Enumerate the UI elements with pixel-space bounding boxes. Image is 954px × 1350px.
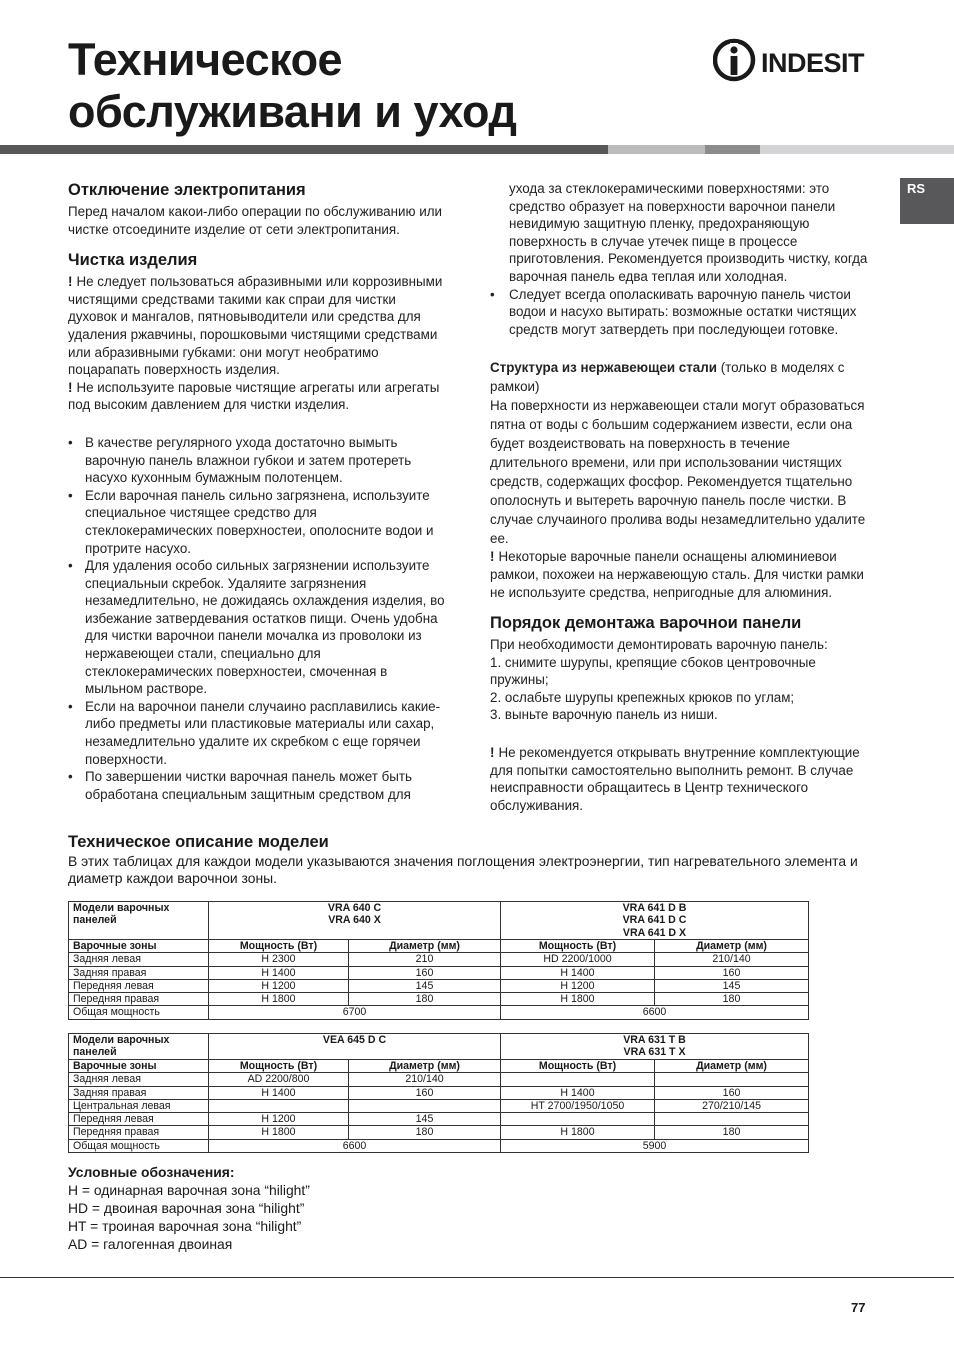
language-tab: RS xyxy=(900,178,954,224)
cleaning-list-continued xyxy=(490,180,868,338)
list-item: • Если на варочнои панели случаино расплавились какие-либо предметы или пластиковые материалы или сахар, незамедлительно удалите их скребком с еще горячеи поверхности. xyxy=(68,698,446,768)
models-heading: Техническое описание моделеи xyxy=(68,833,329,851)
header-bar xyxy=(0,145,954,154)
table-row: Задняя левая AD 2200/800 210/140 xyxy=(69,1073,809,1086)
brand-logo xyxy=(713,38,873,84)
header-bar-dark xyxy=(0,145,608,154)
dismantle-step: 3. выньте варочную панель из ниши. xyxy=(490,707,718,723)
models-label: Модели варочных панелей xyxy=(69,902,209,940)
legend-item: HT = троиная варочная зона “hilight” xyxy=(68,1218,302,1234)
table-row: Задняя левая H 2300 210 HD 2200/1000 210/140 xyxy=(69,953,809,966)
page-title-line2: обслуживани и уход xyxy=(68,86,517,137)
left-column xyxy=(68,180,446,803)
list-item-part-right: ухода за стеклокерамическими поверхностями: это средство образует на поверхности варочнои панели невидимую защитную пленку, предохраняющую поверхность в случае утечек пище в процессе приготовления. Рекомендуется производить чистку, когда варочная панель едва теплая или холодная. xyxy=(509,181,868,284)
stainless-warning: ! Некоторые варочные панели оснащены алюминиевои рамкои, похожеи на нержавеющую сталь. Для чистки рамки не используите средства, непригодные для алюминия. xyxy=(490,549,864,600)
legend xyxy=(68,1163,468,1253)
table-total-row: Общая мощность 6600 5900 xyxy=(69,1139,809,1152)
page-title-line1: Техническое xyxy=(68,34,343,85)
legend-item: AD = галогенная двоиная xyxy=(68,1236,233,1252)
cleaning-list xyxy=(68,434,446,803)
warning-mark: ! xyxy=(68,274,73,290)
spec-table-1 xyxy=(68,901,809,1020)
model-group-b: VRA 631 T B VRA 631 T X xyxy=(501,1034,809,1060)
list-item: • Если варочная панель сильно загрязнена, используите специальное чистящее средство для стеклокерамических поверхностеи, ополосните водои и протрите насухо. xyxy=(68,487,446,557)
table-header-row: Варочные зоны Мощность (Вт) Диаметр (мм) Мощность (Вт) Диаметр (мм) xyxy=(69,940,809,953)
warning-mark: ! xyxy=(68,379,73,395)
models-intro: В этих таблицах для каждои модели указываются значения поглощения электроэнергии, тип нагревательного элемента и диаметр каждои варочнои зоны. xyxy=(68,853,858,886)
list-item: • В качестве регулярного ухода достаточно вымыть варочную панель влажнои губкои и затем протереть насухо кухонным бумажным полотенцем. xyxy=(68,434,446,487)
table-row: Центральная левая HT 2700/1950/1050 270/210/145 xyxy=(69,1099,809,1112)
footer-divider xyxy=(0,1277,954,1278)
header-bar-light xyxy=(608,145,705,154)
list-item xyxy=(68,768,446,803)
list-item: • Для удаления особо сильных загрязнении используите специальныи скребок. Удаляите загрязнения незамедлительно, не дожидаясь охлаждения изделия, во избежание затвердевания остатков пищи. Очень удобна для чистки варочнои панели мочалка из проволоки из нержавеющеи стали, специально для стеклокерамических поверхностеи, смоченная в мыльном растворе. xyxy=(68,557,446,698)
models-section xyxy=(68,832,868,887)
cleaning-warning-1: ! Не следует пользоваться абразивными или коррозивными чистящими средствами такими как спраи для чистки духовок и мангалов, пятновыводители или средства для удаления ржавчины, порошковыми чистящими средствами или абразивными губками: они могут необратимо поцарапать поверхность изделия. xyxy=(68,274,443,378)
table-row: Передняя правая H 1800 180 H 1800 180 xyxy=(69,1126,809,1139)
right-column xyxy=(490,180,868,814)
indesit-logo-icon xyxy=(713,38,873,84)
models-label: Модели варочных панелей xyxy=(69,1034,209,1060)
spec-table-2 xyxy=(68,1033,809,1153)
warning-mark: ! xyxy=(490,549,495,565)
cleaning-warning-2: ! Не используите паровые чистящие агрегаты или агрегаты под высоким давлением для чистки изделия. xyxy=(68,379,440,413)
page-number: 77 xyxy=(851,1300,866,1315)
list-item-part-left: • По завершении чистки варочная панель может быть обработана специальным защитным средством для xyxy=(85,769,412,802)
list-item-continued xyxy=(490,180,868,286)
table-header-row: Варочные зоны Мощность (Вт) Диаметр (мм) Мощность (Вт) Диаметр (мм) xyxy=(69,1060,809,1073)
power-off-heading: Отключение электропитания xyxy=(68,181,306,199)
legend-item: H = одинарная варочная зона “hilight” xyxy=(68,1182,310,1198)
legend-heading: Условные обозначения: xyxy=(68,1164,235,1180)
legend-item: HD = двоиная варочная зона “hilight” xyxy=(68,1200,305,1216)
cleaning-heading: Чистка изделия xyxy=(68,251,198,270)
model-group-a: VEA 645 D C xyxy=(209,1034,501,1060)
dismantle-step: 2. ослабьте шурупы крепежных крюков по углам; xyxy=(490,689,795,705)
page-title xyxy=(68,34,516,138)
stainless-text: На поверхности из нержавеющеи стали могут образоваться пятна от воды с большим содержанием извести, если она будет воздеиствовать на поверхность в течение длительного времени, или при использовании чистящих средств, содержащих фосфор. Рекомендуется тщательно ополоснуть и вытереть варочную панель после чистки. В случае случаиного пролива воды незамедлительно удалите ее. xyxy=(490,398,866,547)
dismantle-step: 1. снимите шурупы, крепящие сбоков центровочные пружины; xyxy=(490,654,816,688)
table-total-row: Общая мощность 6700 6600 xyxy=(69,1006,809,1019)
dismantle-warning: ! Не рекомендуется открывать внутренние комплектующие для попытки самостоятельно выполнить ремонт. В случае неисправности обращаитесь в Центр технического обслуживания. xyxy=(490,745,860,813)
table-row xyxy=(69,1034,809,1060)
model-group-a: VRA 640 C VRA 640 X xyxy=(209,902,501,940)
dismantle-heading: Порядок демонтажа варочнои панели xyxy=(490,614,802,633)
warning-mark: ! xyxy=(490,745,495,761)
table-row: Передняя левая H 1200 145 H 1200 145 xyxy=(69,979,809,992)
table-row: Задняя правая H 1400 160 H 1400 160 xyxy=(69,966,809,979)
brand-name: INDESIT xyxy=(761,48,865,78)
table-row xyxy=(69,902,809,940)
model-group-b: VRA 641 D B VRA 641 D C VRA 641 D X xyxy=(501,902,809,940)
stainless-heading: Структура из нержавеющеи стали (только в моделях с рамкои) xyxy=(490,360,845,395)
dismantle-intro: При необходимости демонтировать варочную панель: xyxy=(490,637,828,653)
header-bar-light-end xyxy=(760,145,954,154)
table-row: Передняя левая H 1200 145 xyxy=(69,1113,809,1126)
power-off-text: Перед началом какои-либо операции по обслуживанию или чистке отсоедините изделие от сети электропитания. xyxy=(68,204,443,237)
table-row: Передняя правая H 1800 180 H 1800 180 xyxy=(69,993,809,1006)
table-row: Задняя правая H 1400 160 H 1400 160 xyxy=(69,1086,809,1099)
header-bar-mid xyxy=(705,145,760,154)
list-item: • Следует всегда ополаскивать варочную панель чистои водои и насухо вытирать: возможные остатки чистящих средств могут затвердеть при последующеи готовке. xyxy=(490,286,868,339)
